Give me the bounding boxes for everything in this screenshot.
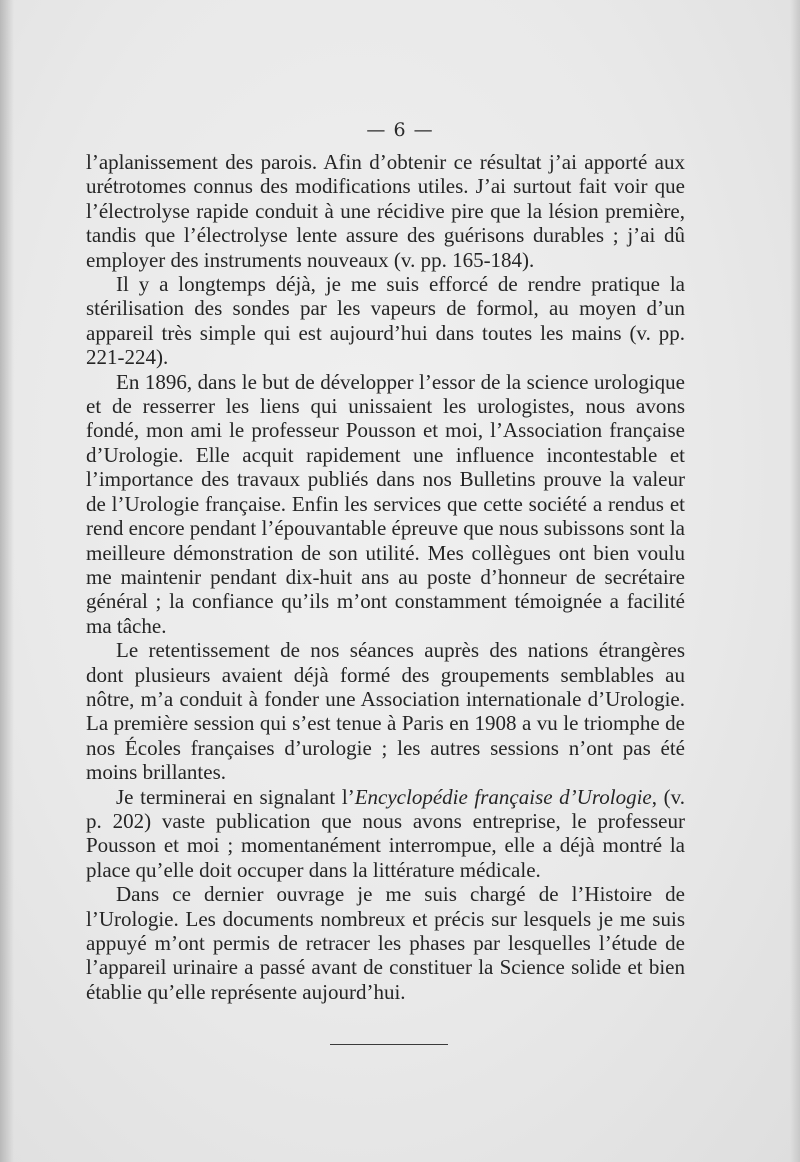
page-edge-shadow-left [0,0,14,1162]
paragraph-3: En 1896, dans le but de développer l’essor de la science urologique et de resserrer les liens qui unissaient les urologistes, nous avons fondé, mon ami le professeur Pousson et moi, l’Association française d’Urologie. Elle acquit rapidement une influence incontestable et l’importance des travaux publiés dans nos Bulletins prouve la valeur de l’Urologie française. Enfin les services que cette société a rendus et rend encore pendant l’épouvantable épreuve que nous subissons sont la meilleure démonstration de son utilité. Mes collègues ont bien voulu me maintenir pendant dix-huit ans au poste d’honneur de secrétaire général ; la confiance qu’ils m’ont constamment témoignée a facilité ma tâche. [86,369,685,638]
body-text [86,150,685,1004]
paragraph-2: Il y a longtemps déjà, je me suis efforcé de rendre pratique la stérilisation des sondes par les vapeurs de formol, au moyen d’un appareil très simple qui est aujourd’hui dans toutes les mains (v. pp. 221-224). [86,272,685,370]
encyclopedia-title: Encyclopédie française d’Urologie [354,784,652,809]
end-rule [330,1044,448,1045]
paragraph-1: l’aplanissement des parois. Afin d’obtenir ce résultat j’ai apporté aux urétrotomes connus des modifications utiles. J’ai surtout fait voir que l’électrolyse rapide conduit à une récidive pire que la lésion première, tandis que l’électrolyse lente assure des guérisons durables ; j’ai dû employer des instruments nouveaux (v. pp. 165-184). [86,150,685,272]
paragraph-5-rest: , (v. p. 202) vaste publication que nous avons entreprise, le professeur Pousson et moi ; momentanément interrompue, elle a déjà montré la place qu’elle doit occuper dans la littérature médicale. [86,784,685,882]
page-edge-shadow-right [790,0,800,1162]
paragraph-6: Dans ce dernier ouvrage je me suis chargé de l’Histoire de l’Urologie. Les documents nombreux et précis sur lesquels je me suis appuyé m’ont permis de retracer les phases par lesquelles l’étude de l’appareil urinaire a passé avant de constituer la Science solide et bien établie qu’elle représente aujourd’hui. [86,882,685,1004]
paragraph-5 [86,785,685,883]
paragraph-5-lead: Je terminerai en signalant l’ [116,784,355,809]
page-number: — 6 — [366,119,434,141]
paragraph-4: Le retentissement de nos séances auprès des nations étrangères dont plusieurs avaient déjà formé des groupements semblables au nôtre, m’a conduit à fonder une Association internationale d’Urologie. La première session qui s’est tenue à Paris en 1908 a vu le triomphe de nos Écoles françaises d’urologie ; les autres sessions n’ont pas été moins brillantes. [86,638,685,785]
